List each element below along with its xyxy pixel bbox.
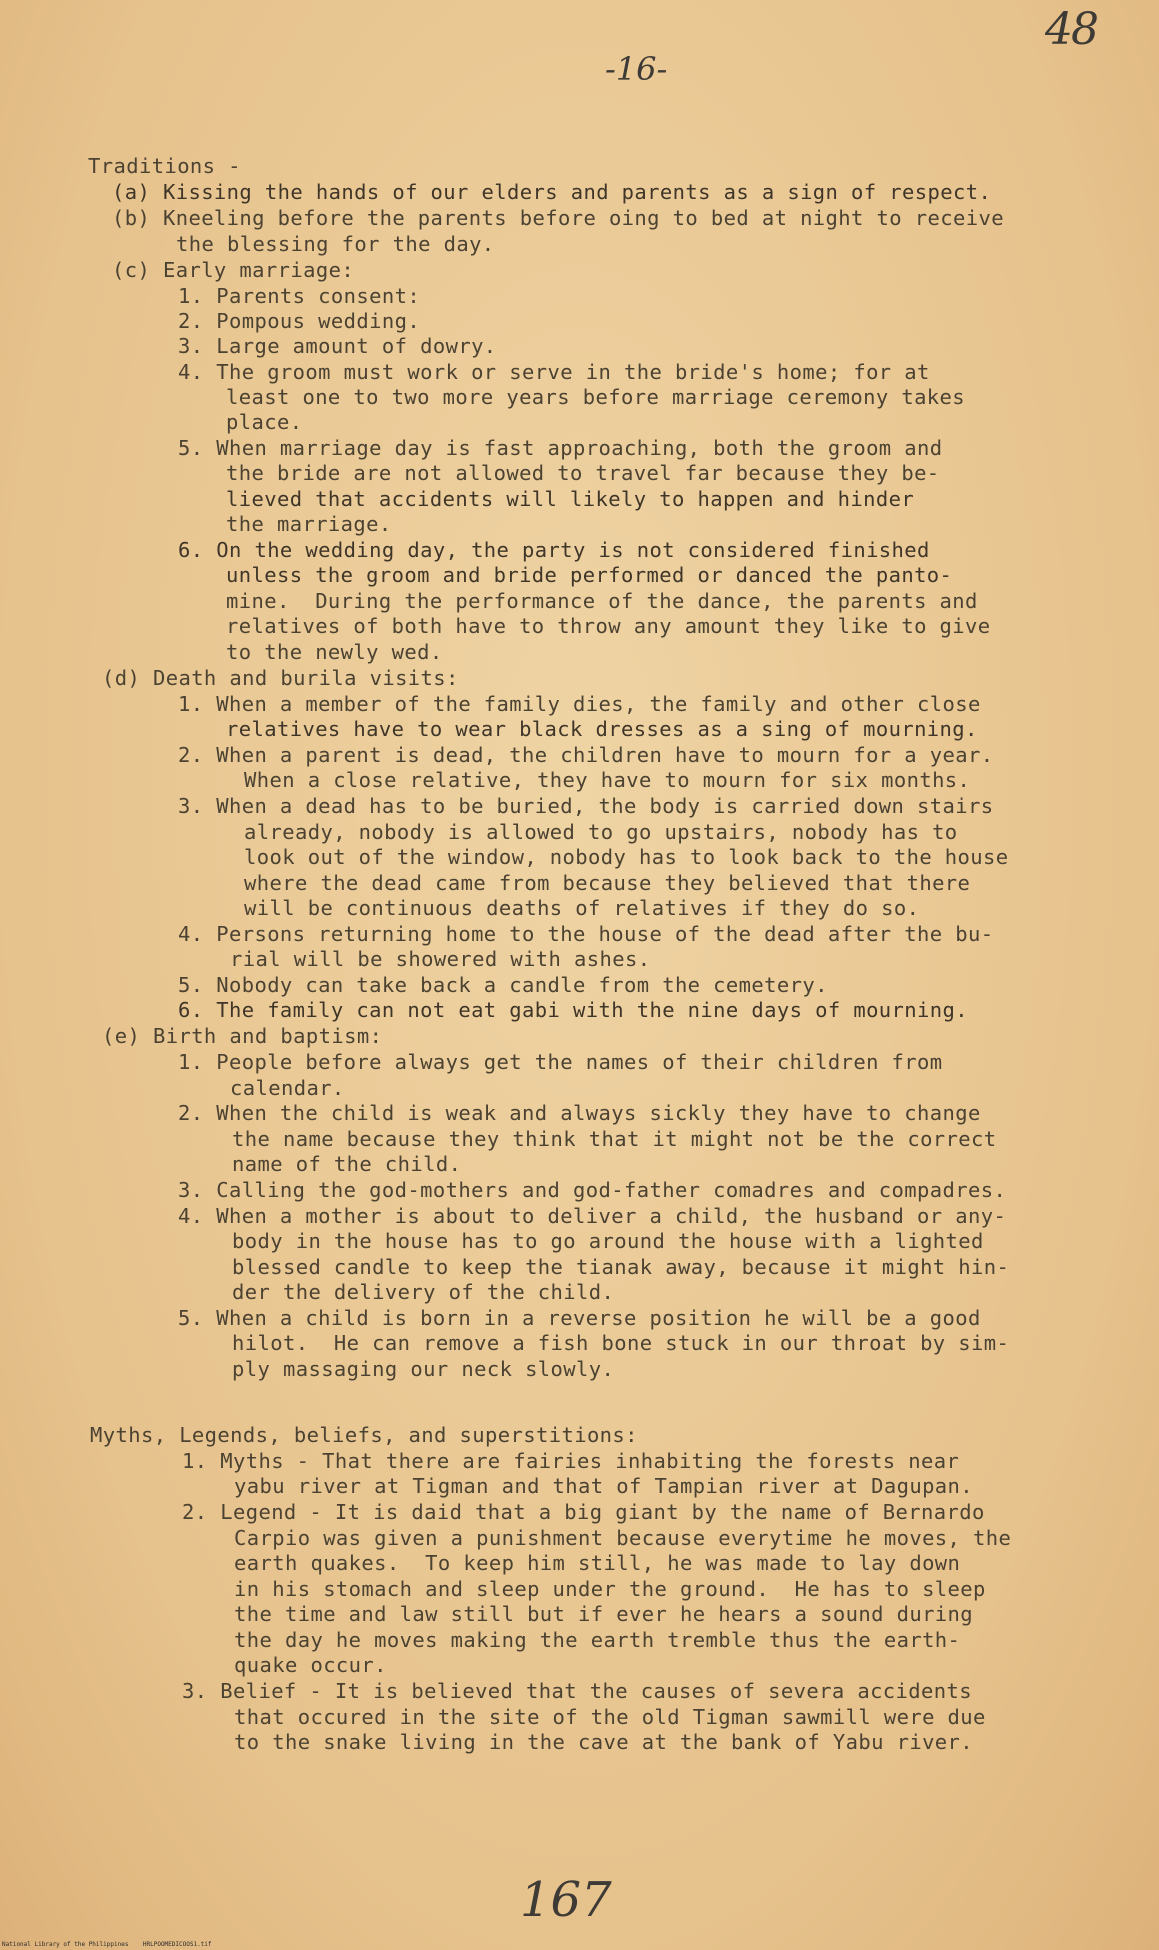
list-item: 5. When a child is born in a reverse position he will be a good (178, 1306, 981, 1330)
text-line: to the newly wed. (226, 640, 443, 664)
text-line: the time and law still but if ever he hears a sound during (234, 1602, 974, 1626)
list-item: 6. On the wedding day, the party is not considered finished (178, 538, 930, 562)
list-item: 3. When a dead has to be buried, the body is carried down stairs (178, 794, 994, 818)
text-line: body in the house has to go around the house with a lighted (232, 1229, 984, 1253)
list-item: 1. People before always get the names of their children from (178, 1050, 943, 1074)
text-line: will be continuous deaths of relatives if they do so. (244, 896, 920, 920)
section-heading-traditions: Traditions - (88, 154, 241, 178)
list-item: 6. The family can not eat gabi with the nine days of mourning. (178, 998, 969, 1022)
text-line: that occured in the site of the old Tigman sawmill were due (234, 1705, 986, 1729)
page-number: -16- (605, 50, 668, 88)
text-line: earth quakes. To keep him still, he was made to lay down (234, 1551, 961, 1575)
text-line: the bride are not allowed to travel far because they be- (226, 461, 940, 485)
list-item: 2. Pompous wedding. (178, 309, 421, 333)
text-line: the blessing for the day. (176, 232, 495, 256)
footer-caption: National Library of the Philippines HRLPOOMEDICOOS1.tif (2, 1941, 212, 1948)
text-line: blessed candle to keep the tianak away, because it might hin- (232, 1255, 1010, 1279)
text-line: relatives have to wear black dresses as a sing of mourning. (226, 717, 978, 741)
subsection-heading: (d) Death and burila visits: (102, 666, 459, 690)
text-line: quake occur. (234, 1653, 387, 1677)
subsection-heading: (c) Early marriage: (112, 258, 355, 282)
subsection-heading: (e) Birth and baptism: (102, 1024, 383, 1048)
text-line: hilot. He can remove a fish bone stuck in our throat by sim- (232, 1331, 1010, 1355)
list-item: 3. Large amount of dowry. (178, 334, 497, 358)
folio-number: 48 (1045, 4, 1097, 55)
list-item: 1. Myths - That there are fairies inhabiting the forests near (182, 1449, 960, 1473)
text-line: already, nobody is allowed to go upstairs, nobody has to (244, 820, 958, 844)
list-item: 3. Belief - It is believed that the causes of severa accidents (182, 1679, 973, 1703)
text-line: place. (226, 410, 303, 434)
text-line: where the dead came from because they believed that there (244, 871, 971, 895)
text-line: the marriage. (226, 512, 392, 536)
text-line: When a close relative, they have to mourn for six months. (244, 768, 971, 792)
text-line: lieved that accidents will likely to happen and hinder (226, 487, 915, 511)
text-line: relatives of both have to throw any amount they like to give (226, 614, 991, 638)
text-line: the day he moves making the earth tremble thus the earth- (234, 1628, 961, 1652)
text-line: (b) Kneeling before the parents before oing to bed at night to receive (112, 206, 1004, 230)
text-line: look out of the window, nobody has to look back to the house (244, 845, 1009, 869)
list-item: 4. Persons returning home to the house of the dead after the bu- (178, 922, 994, 946)
text-line: Carpio was given a punishment because everytime he moves, the (234, 1526, 1012, 1550)
list-item: 4. The groom must work or serve in the bride's home; for at (178, 360, 930, 384)
list-item: 1. When a member of the family dies, the family and other close (178, 692, 981, 716)
list-item: 2. Legend - It is daid that a big giant by the name of Bernardo (182, 1500, 985, 1524)
list-item: 2. When the child is weak and always sickly they have to change (178, 1101, 981, 1125)
text-line: yabu river at Tigman and that of Tampian river at Dagupan. (234, 1474, 974, 1498)
text-line: (a) Kissing the hands of our elders and parents as a sign of respect. (112, 180, 992, 204)
text-line: der the delivery of the child. (232, 1280, 615, 1304)
list-item: 5. When marriage day is fast approaching, both the groom and (178, 436, 943, 460)
text-line: ply massaging our neck slowly. (232, 1357, 615, 1381)
handwritten-page-number: 167 (520, 1872, 612, 1928)
list-item: 4. When a mother is about to deliver a child, the husband or any- (178, 1204, 1007, 1228)
section-heading-myths: Myths, Legends, beliefs, and superstitions: (90, 1423, 638, 1447)
text-line: mine. During the performance of the dance, the parents and (226, 589, 978, 613)
text-line: name of the child. (232, 1152, 462, 1176)
text-line: rial will be showered with ashes. (230, 947, 651, 971)
text-line: the name because they think that it might not be the correct (232, 1127, 997, 1151)
text-line: to the snake living in the cave at the bank of Yabu river. (234, 1730, 974, 1754)
list-item: 5. Nobody can take back a candle from the cemetery. (178, 973, 828, 997)
list-item: 2. When a parent is dead, the children have to mourn for a year. (178, 743, 994, 767)
text-line: calendar. (230, 1076, 345, 1100)
list-item: 3. Calling the god-mothers and god-father comadres and compadres. (178, 1178, 1007, 1202)
text-line: least one to two more years before marriage ceremony takes (226, 385, 966, 409)
text-line: in his stomach and sleep under the ground. He has to sleep (234, 1577, 986, 1601)
text-line: unless the groom and bride performed or danced the panto- (226, 563, 953, 587)
list-item: 1. Parents consent: (178, 284, 421, 308)
